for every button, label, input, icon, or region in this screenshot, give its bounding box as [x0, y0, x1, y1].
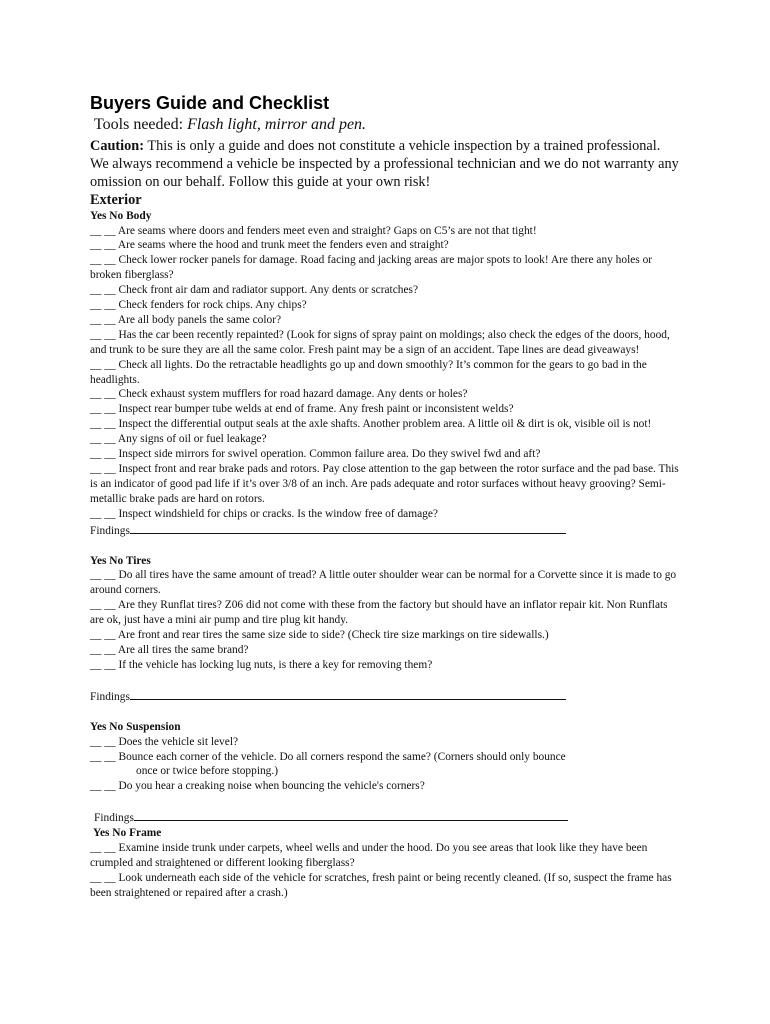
tires-findings: [90, 688, 682, 705]
body-section-heading: Yes No Body: [90, 209, 152, 222]
suspension-item: __ __ Do you hear a creaking noise when bouncing the vehicle's corners?: [90, 780, 425, 793]
body-item: __ __ Inspect side mirrors for swivel operation. Common failure area. Do they swivel fwd and aft?: [90, 448, 541, 461]
body-item: __ __ Are seams where the hood and trunk meet the fenders even and straight?: [90, 239, 449, 252]
caution-paragraph: [90, 137, 682, 192]
tools-needed: [94, 115, 682, 135]
spacer: [90, 794, 682, 809]
tires-item: __ __ Are they Runflat tires? Z06 did not come with these from the factory but should have an inflator repair kit. Non Runflats are ok, just have a mini air pump and tire plug kit handy.: [90, 599, 668, 627]
frame-item: __ __ Examine inside trunk under carpets, wheel wells and under the hood. Do you see areas that look like they have been crumpled and straightened or different looking fiberglass?: [90, 842, 648, 869]
body-item: __ __ Check fenders for rock chips. Any chips?: [90, 299, 307, 312]
findings-line[interactable]: [130, 688, 566, 700]
suspension-findings: [90, 809, 682, 826]
body-item: __ __ Are all body panels the same color?: [90, 313, 282, 326]
body-item: __ __ Has the car been recently repainted? (Look for signs of spray paint on moldings; also check the edges of the doors, hood, and trunk to be sure they are all the same color. Fresh paint may be a sign of an accident. Tape lines are dead giveaways!: [90, 328, 670, 356]
exterior-heading: Exterior: [90, 191, 142, 208]
body-item: __ __ Inspect rear bumper tube welds at end of frame. Any fresh paint or inconsistent welds?: [90, 403, 514, 416]
caution-text: This is only a guide and does not constitute a vehicle inspection by a trained professional. We always recommend a vehicle be inspected by a professional technician and we do not warranty any omission on our behalf. Follow this guide at your own risk!: [90, 138, 679, 191]
frame-section-heading: Yes No Frame: [93, 827, 162, 840]
tools-label: Tools needed:: [94, 116, 188, 133]
body-item: __ __ Check front air dam and radiator support. Any dents or scratches?: [90, 284, 419, 297]
findings-label: Findings: [90, 690, 130, 703]
body-findings: [90, 522, 682, 539]
tires-item: __ __ Do all tires have the same amount of tread? A little outer shoulder wear can be normal for a Corvette since it is made to go around corners.: [90, 569, 677, 597]
body-item: __ __ Inspect front and rear brake pads and rotors. Pay close attention to the gap between the rotor surface and the pad base. This is an indicator of good pad life if it’s over 3/8 of an inch. Are pads adequate and rotor surfaces without heavy grooving? Semi-metallic brake pads are hard on rotors.: [90, 463, 679, 505]
spacer: [90, 673, 682, 688]
document-page: [90, 92, 682, 901]
tires-item: __ __ Are front and rear tires the same size side to side? (Check tire size markings on tire sidewalls.): [90, 629, 549, 642]
findings-line[interactable]: [130, 522, 566, 534]
frame-item: __ __ Look underneath each side of the vehicle for scratches, fresh paint or being recently cleaned. (If so, suspect the frame has been straightened or repaired after a crash.): [90, 871, 672, 899]
caution-label: Caution:: [90, 138, 145, 154]
body-item: __ __ Inspect windshield for chips or cracks. Is the window free of damage?: [90, 507, 438, 520]
body-item: __ __ Check lower rocker panels for damage. Road facing and jacking areas are major spots to look! Are there any holes or broken fiberglass?: [90, 254, 653, 282]
body-item: __ __ Check exhaust system mufflers for road hazard damage. Any dents or holes?: [90, 388, 468, 401]
findings-label: Findings: [90, 524, 130, 537]
page-title: Buyers Guide and Checklist: [90, 93, 330, 113]
findings-label: Findings: [94, 812, 134, 825]
body-item: __ __ Check all lights. Do the retractable headlights go up and down smoothly? It’s common for the gears to go bad in the headlights.: [90, 358, 647, 386]
suspension-item: __ __ Bounce each corner of the vehicle. Do all corners respond the same? (Corners should only bounce: [90, 750, 566, 763]
tires-item: __ __ Are all tires the same brand?: [90, 643, 249, 656]
findings-line[interactable]: [134, 809, 568, 821]
suspension-item-continued: once or twice before stopping.): [136, 765, 279, 778]
tires-section-heading: Yes No Tires: [90, 554, 151, 567]
spacer: [90, 705, 682, 720]
suspension-section-heading: Yes No Suspension: [90, 720, 181, 733]
body-item: __ __ Are seams where doors and fenders meet even and straight? Gaps on C5’s are not that tight!: [90, 224, 537, 237]
spacer: [90, 539, 682, 554]
tools-items: Flash light, mirror and pen.: [187, 116, 367, 133]
body-item: __ __ Inspect the differential output seals at the axle shafts. Another problem area. A little oil & dirt is ok, visible oil is not!: [90, 418, 652, 431]
tires-item: __ __ If the vehicle has locking lug nuts, is there a key for removing them?: [90, 658, 433, 671]
body-item: __ __ Any signs of oil or fuel leakage?: [90, 433, 267, 446]
suspension-item: __ __ Does the vehicle sit level?: [90, 735, 239, 748]
